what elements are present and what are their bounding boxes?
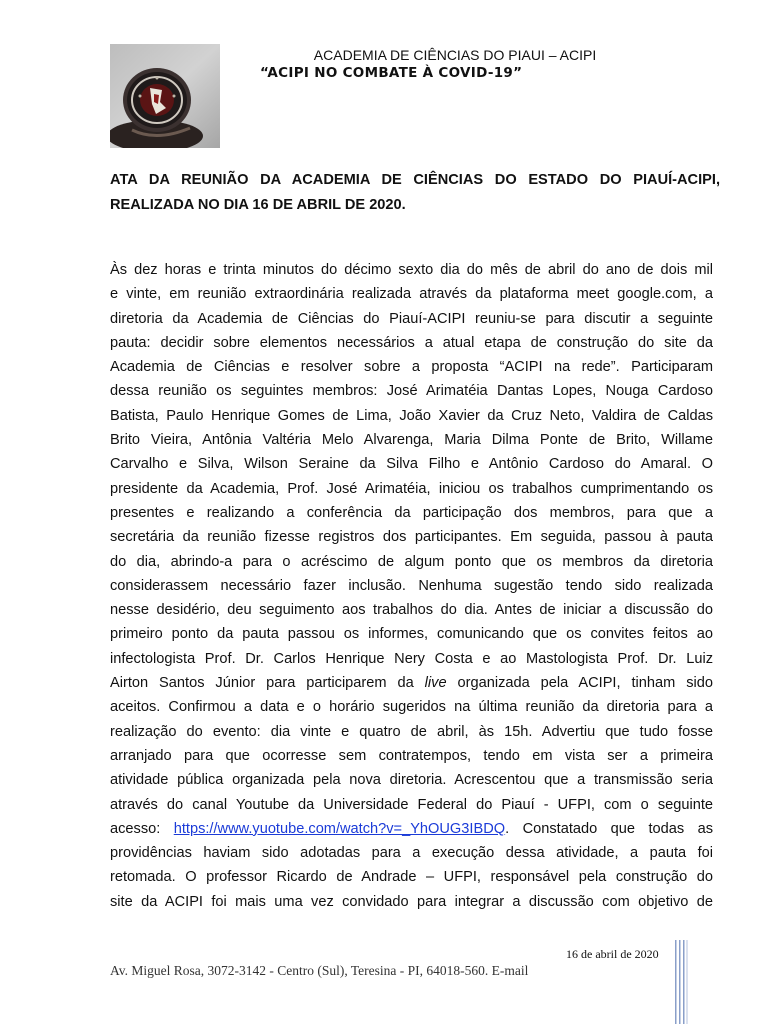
body-line: do dia, abrindo-a para o acréscimo de algum ponto que os membros da diretoria — [110, 553, 713, 570]
body-text-segment: Airton Santos Júnior para participarem da — [110, 675, 425, 692]
body-line: Às dez horas e trinta minutos do décimo sexto dia do mês de abril do ano de dois mil — [110, 262, 713, 278]
body-line: atividade pública organizada pela nova diretoria. Acrescentou que a transmissão seria — [110, 772, 713, 789]
body-line: nesse desidério, deu seguimento aos trabalhos do dia. Antes de iniciar a discussão do — [110, 602, 713, 619]
body-line: Brito Vieira, Antônia Valtéria Melo Alvarenga, Maria Dilma Ponte de Brito, Willame — [110, 432, 713, 449]
body-line: e vinte, em reunião extraordinária realizada através da plataforma meet google.com, a — [110, 286, 713, 303]
academy-title: ACADEMIA DE CIÊNCIAS DO PIAUI – ACIPI — [313, 47, 597, 63]
body-line-link — [110, 817, 713, 841]
body-line: arranjado para que ocorresse sem contratempos, tendo em vista ser a primeira — [110, 747, 713, 764]
body-line: através do canal Youtube da Universidade Federal do Piauí - UFPI, com o seguinte — [110, 796, 713, 813]
body-line: presentes e realizando a conferência da participação dos membros, para que a — [110, 504, 713, 521]
body-line: primeiro ponto da pauta passou os informes, comunicando que os convites feitos ao — [110, 626, 713, 643]
acipi-seal-logo-icon — [110, 44, 220, 148]
youtube-link[interactable]: https://www.yuotube.com/watch?v=_YhOUG3IBDQ — [173, 820, 506, 837]
body-line: diretoria da Academia de Ciências do Piauí-ACIPI reuniu-se para discutir a seguinte — [110, 310, 713, 327]
body-line: providências haviam sido adotadas para a execução dessa atividade, a pauta foi — [110, 845, 713, 862]
minutes-heading — [110, 168, 720, 218]
live-italic: live — [424, 675, 447, 692]
body-line: Carvalho e Silva, Wilson Seraine da Silva Filho e Antônio Cardoso do Amaral. O — [110, 456, 713, 473]
body-line: secretária da reunião fizesse registros dos participantes. Em seguida, passou à pauta — [110, 529, 713, 546]
body-line: dessa reunião os seguintes membros: José Arimatéia Dantas Lopes, Nouga Cardoso — [110, 383, 713, 400]
campaign-title: “ACIPI NO COMBATE À COVID-19” — [260, 65, 523, 81]
body-line: pauta: decidir sobre elementos necessários a atual etapa de construção do site da — [110, 334, 713, 351]
body-line: aceitos. Confirmou a data e o horário sugeridos na última reunião da diretoria para a — [110, 699, 713, 716]
body-text-segment: organizada pela ACIPI, tinham sido — [446, 675, 713, 692]
body-line-live — [110, 671, 713, 695]
body-line: considerassem necessário fazer inclusão. Nenhuma sugestão tendo sido realizada — [110, 577, 713, 594]
heading-line-1: ATA DA REUNIÃO DA ACADEMIA DE CIÊNCIAS DO ESTADO DO PIAUÍ-ACIPI, — [110, 172, 720, 188]
document-header — [230, 46, 650, 82]
body-text-segment: . Constatado que todas as — [505, 820, 713, 837]
body-line: Batista, Paulo Henrique Gomes de Lima, João Xavier da Cruz Neto, Valdira de Caldas — [110, 407, 713, 424]
footer-address: Av. Miguel Rosa, 3072-3142 - Centro (Sul), Teresina - PI, 64018-560. E-mail — [110, 963, 529, 978]
body-line: Academia de Ciências e resolver sobre a proposta “ACIPI na rede”. Participaram — [110, 359, 713, 376]
footer-date: 16 de abril de 2020 — [566, 947, 659, 961]
minutes-body — [110, 258, 713, 914]
body-line: retomada. O professor Ricardo de Andrade – UFPI, responsável pela construção do — [110, 869, 713, 886]
body-line: presidente da Academia, Prof. José Arimatéia, iniciou os trabalhos cumprimentando os — [110, 480, 713, 497]
acipi-logo-photo — [110, 44, 220, 148]
decorative-bars-icon — [674, 940, 688, 1024]
body-text-segment: acesso: — [110, 820, 174, 837]
heading-line-2: REALIZADA NO DIA 16 DE ABRIL DE 2020. — [110, 197, 406, 213]
body-line: infectologista Prof. Dr. Carlos Henrique Nery Costa e ao Mastologista Prof. Dr. Luiz — [110, 650, 713, 667]
body-line: realização do evento: dia vinte e quatro de abril, às 15h. Advertiu que tudo fosse — [110, 723, 713, 740]
body-line: site da ACIPI foi mais uma vez convidado para integrar a discussão com objetivo de — [110, 893, 713, 910]
